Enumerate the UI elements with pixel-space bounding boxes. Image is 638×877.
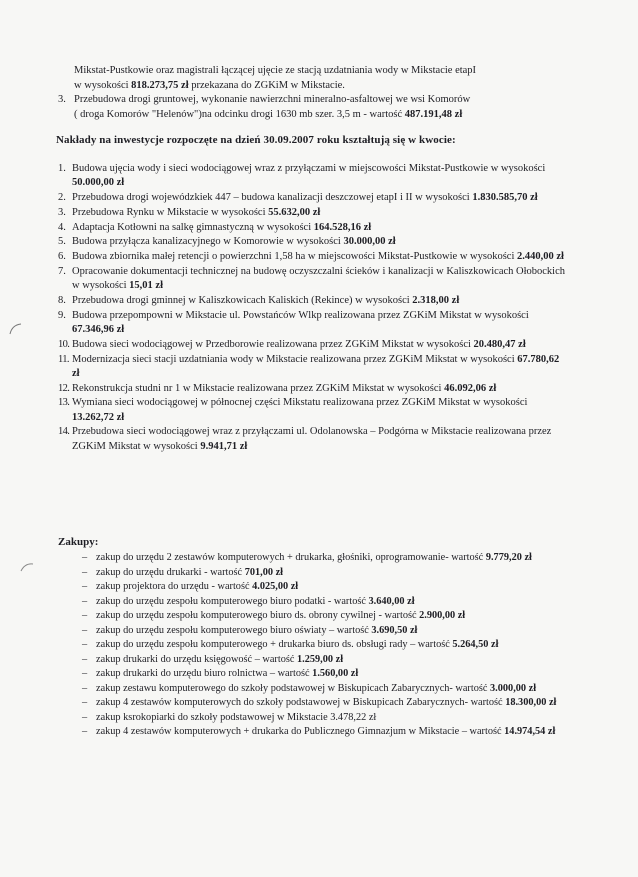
investment-text: Budowa sieci wodociągowej w Przedborowie realizowana przez ZGKiM Mikstat w wysokości xyxy=(72,338,474,350)
purchase-text: zakup drukarki do urzędu biuro rolnictwa – wartość xyxy=(96,668,313,679)
scan-edge-mark xyxy=(20,561,34,573)
purchase-item xyxy=(82,566,562,579)
purchase-amount: 1.259,00 zł xyxy=(297,653,344,665)
purchase-amount: 1.560,00 zł xyxy=(312,668,359,679)
investments-heading: Nakłady na inwestycje rozpoczęte na dzień 30.09.2007 roku kształtują się w kwocie: xyxy=(56,134,456,146)
investment-number: 3. xyxy=(58,206,66,218)
investment-item xyxy=(58,382,568,396)
dash-bullet: – xyxy=(82,595,88,607)
dash-bullet: – xyxy=(82,610,88,621)
purchase-item xyxy=(82,624,562,637)
purchase-item xyxy=(82,638,562,651)
investment-amount: 2.318,00 zł xyxy=(412,294,460,306)
investment-number: 6. xyxy=(58,251,66,263)
purchases-list xyxy=(82,551,562,740)
dash-bullet: – xyxy=(82,624,88,636)
investment-amount: 9.941,71 zł xyxy=(200,440,248,452)
purchase-amount: 3.000,00 zł xyxy=(490,682,537,694)
investment-text: Budowa przyłącza kanalizacyjnego w Komorowie w wysokości xyxy=(72,236,344,248)
investment-text: Rekonstrukcja studni nr 1 w Mikstacie realizowana przez ZGKiM Mikstat w wysokości xyxy=(72,382,445,394)
investment-number: 7. xyxy=(58,265,66,277)
purchase-item xyxy=(82,653,562,666)
investment-item xyxy=(58,250,568,264)
investment-amount: 13.262,72 zł xyxy=(72,411,125,423)
purchase-amount: 4.025,00 zł xyxy=(252,581,299,592)
investment-text: Wymiana sieci wodociągowej w północnej części Mikstatu realizowana przez ZGKiM Mikstat w wysokości xyxy=(72,397,528,409)
investment-number: 2. xyxy=(58,192,66,203)
purchase-text: zakup do urzędu zespołu komputerowego biuro oświaty – wartość xyxy=(96,624,372,636)
investment-item xyxy=(58,221,568,235)
purchase-text: zakup do urzędu 2 zestawów komputerowych + drukarka, głośniki, oprogramowanie- wartość xyxy=(96,552,486,563)
investment-amount: 50.000,00 zł xyxy=(72,177,125,189)
investment-item xyxy=(58,309,568,337)
purchase-item xyxy=(82,609,562,622)
purchases-heading: Zakupy: xyxy=(58,536,99,548)
investment-item xyxy=(58,191,568,205)
investment-item xyxy=(58,294,568,308)
purchase-item xyxy=(82,711,562,724)
investment-text: Opracowanie dokumentacji technicznej na budowę oczyszczalni ścieków i kanalizacji w Kaliszkowicach Ołobockich w wysokości xyxy=(72,265,566,292)
investment-amount: 20.480,47 zł xyxy=(473,338,526,350)
purchase-item xyxy=(82,551,562,564)
purchase-item xyxy=(82,725,562,738)
investment-text: Przebudowa Rynku w Mikstacie w wysokości xyxy=(72,206,269,218)
investments-list xyxy=(58,162,568,454)
investment-number: 14. xyxy=(58,426,70,438)
investment-amount: 15,01 zł xyxy=(129,280,163,292)
purchase-item xyxy=(82,667,562,680)
investment-number: 4. xyxy=(58,221,66,233)
investment-item xyxy=(58,265,568,293)
investment-number: 12. xyxy=(58,382,70,394)
investment-amount: 2.440,00 zł xyxy=(517,251,564,263)
dash-bullet: – xyxy=(82,697,88,708)
intro-line: w wysokości 818.273,75 zł przekazana do ZGKiM w Mikstacie. xyxy=(74,79,345,91)
purchase-text: zakup do urzędu zespołu komputerowego + drukarka biuro ds. obsługi rady – wartość xyxy=(96,639,453,650)
investment-item xyxy=(58,206,568,220)
investment-number: 13. xyxy=(58,397,70,409)
dash-bullet: – xyxy=(82,682,88,694)
investment-item xyxy=(58,338,568,352)
purchase-amount: 5.264,50 zł xyxy=(452,639,499,650)
purchase-item xyxy=(82,595,562,608)
purchase-text: zakup do urzędu zespołu komputerowego biuro ds. obrony cywilnej - wartość xyxy=(96,610,420,621)
purchase-item xyxy=(82,580,562,593)
purchase-amount: 9.779,20 zł xyxy=(485,552,532,563)
investment-text: Modernizacja sieci stacji uzdatniania wody w Mikstacie realizowana przez ZGKiM Mikstat w wysokości xyxy=(72,353,518,365)
purchase-item xyxy=(82,682,562,695)
investment-amount: 30.000,00 zł xyxy=(343,236,396,248)
dash-bullet: – xyxy=(82,581,88,592)
investment-number: 11. xyxy=(58,353,69,365)
purchase-text: zakup 4 zestawów komputerowych do szkoły podstawowej w Biskupicach Zabarycznych- wartość xyxy=(96,697,506,708)
investment-item xyxy=(58,353,568,381)
dash-bullet: – xyxy=(82,566,88,578)
investment-item xyxy=(58,162,568,190)
intro-block xyxy=(58,64,574,122)
investment-text: Przebudowa sieci wodociągowej wraz z przyłączami ul. Odolanowska – Podgórna w Mikstacie realizowana przez ZGKiM Mikstat w wysokości xyxy=(72,426,552,452)
investment-text: Przebudowa drogi wojewódzkiek 447 – budowa kanalizacji deszczowej etapI i II w wysokości xyxy=(72,192,473,203)
purchase-text: zakup do urzędu drukarki - wartość xyxy=(96,566,245,578)
scan-edge-mark xyxy=(8,322,22,336)
dash-bullet: – xyxy=(82,653,88,665)
purchase-text: zakup zestawu komputerowego do szkoły podstawowej w Biskupicach Zabarycznych- wartość xyxy=(96,682,491,694)
investment-number: 10. xyxy=(58,338,70,350)
dash-bullet: – xyxy=(82,639,88,650)
purchase-amount: 701,00 zł xyxy=(244,566,284,578)
investment-item xyxy=(58,235,568,249)
investment-amount: 67.346,96 zł xyxy=(72,323,125,335)
investment-amount: 46.092,06 zł xyxy=(444,382,497,394)
dash-bullet: – xyxy=(82,668,88,679)
purchase-text: zakup do urzędu zespołu komputerowego biuro podatki - wartość xyxy=(96,595,369,607)
investment-text: Budowa ujęcia wody i sieci wodociągowej wraz z przyłączami w miejscowości Mikstat-Pustkowie w wysokości xyxy=(72,163,546,174)
dash-bullet: – xyxy=(82,552,88,563)
investment-number: 1. xyxy=(58,163,66,174)
purchase-item xyxy=(82,696,562,709)
investment-number: 8. xyxy=(58,294,66,306)
investment-amount: 164.528,16 zł xyxy=(313,221,372,233)
purchase-text: zakup ksrokopiarki do szkoły podstawowej w Mikstacie 3.478,22 zł xyxy=(96,711,377,723)
investment-amount: 67.780,62 zł xyxy=(72,353,560,379)
purchase-amount: 18.300,00 zł xyxy=(505,697,557,708)
investment-item xyxy=(58,396,568,424)
dash-bullet: – xyxy=(82,726,88,737)
investment-number: 5. xyxy=(58,236,66,248)
dash-bullet: – xyxy=(82,711,88,723)
investment-amount: 55.632,00 zł xyxy=(268,206,321,218)
purchase-text: zakup 4 zestawów komputerowych + drukarka do Publicznego Gimnazjum w Mikstacie – wartość xyxy=(96,726,505,737)
investment-text: Adaptacja Kotłowni na salkę gimnastyczną w wysokości xyxy=(72,221,314,233)
investment-text: Przebudowa drogi gminnej w Kaliszkowicach Kaliskich (Rekince) w wysokości xyxy=(72,294,413,306)
purchase-text: zakup projektora do urzędu - wartość xyxy=(96,581,253,592)
purchase-amount: 14.974,54 zł xyxy=(504,726,556,737)
purchase-text: zakup drukarki do urzędu księgowość – wartość xyxy=(96,653,298,665)
investment-amount: 1.830.585,70 zł xyxy=(472,192,538,203)
investment-number: 9. xyxy=(58,309,66,321)
investment-item xyxy=(58,425,568,453)
purchase-amount: 3.690,50 zł xyxy=(371,624,418,636)
intro-item-3: 3. Przebudowa drogi gruntowej, wykonanie nawierzchni mineralno-asfaltowej we wsi Komorów ( droga Komorów "Helenów")na odcinku drogi 1630 mb szer. 3,5 m - wartość 487.191,48 zł xyxy=(58,94,471,120)
purchase-amount: 2.900,00 zł xyxy=(419,610,466,621)
investment-text: Budowa przepompowni w Mikstacie ul. Powstańców Wlkp realizowana przez ZGKiM Mikstat w wysokości xyxy=(72,309,529,321)
intro-line: Mikstat-Pustkowie oraz magistrali łączącej ujęcie ze stacją uzdatniania wody w Mikstacie etapI xyxy=(74,65,477,76)
purchase-amount: 3.640,00 zł xyxy=(368,595,415,607)
investment-text: Budowa zbiornika małej retencji o powierzchni 1,58 ha w miejscowości Mikstat-Pustkowie w wysokości xyxy=(72,251,517,263)
